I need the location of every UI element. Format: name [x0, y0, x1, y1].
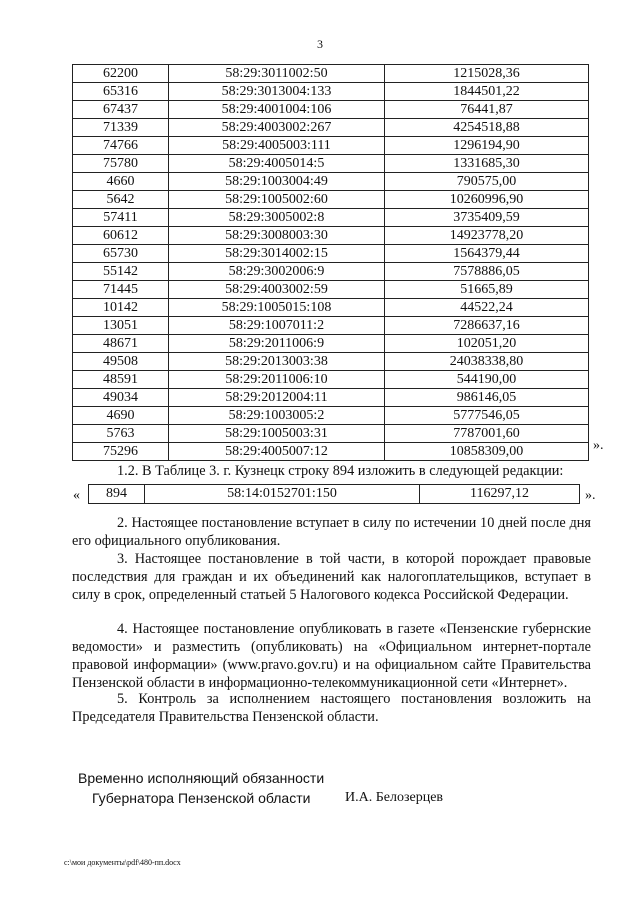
paragraph-5: 5. Контроль за исполнением настоящего постановления возложить на Председателя Правительства Пензенской области.	[72, 691, 591, 725]
table-cell: 58:29:3011002:50	[169, 65, 385, 83]
table-cell: 58:29:2011006:9	[169, 335, 385, 353]
table-row	[73, 353, 589, 371]
table-row	[73, 335, 589, 353]
table-cell: 48671	[73, 335, 169, 353]
table-cell: 75780	[73, 155, 169, 173]
table-cell: 58:29:4005003:111	[169, 137, 385, 155]
table-row	[73, 299, 589, 317]
table-cell: 5777546,05	[385, 407, 589, 425]
table-cell: 10260996,90	[385, 191, 589, 209]
table-cell: 10858309,00	[385, 443, 589, 461]
table-cell: 544190,00	[385, 371, 589, 389]
table-row	[73, 83, 589, 101]
table-cell: 1296194,90	[385, 137, 589, 155]
table-cell: 5642	[73, 191, 169, 209]
table-row	[73, 281, 589, 299]
table-cell: 7286637,16	[385, 317, 589, 335]
table-cell: 76441,87	[385, 101, 589, 119]
table-cell: 790575,00	[385, 173, 589, 191]
table-row	[73, 317, 589, 335]
table-row	[89, 485, 580, 504]
table-cell: 4690	[73, 407, 169, 425]
table-cell: 1331685,30	[385, 155, 589, 173]
signature-title-line2: Губернатора Пензенской области	[92, 790, 311, 806]
table-row	[73, 209, 589, 227]
table-cell: 58:29:3002006:9	[169, 263, 385, 281]
table-row	[73, 263, 589, 281]
table-row	[73, 389, 589, 407]
table-cell: 55142	[73, 263, 169, 281]
table-cell: 58:29:1005002:60	[169, 191, 385, 209]
table-cell: 58:29:1003005:2	[169, 407, 385, 425]
table-cell: 58:29:1005003:31	[169, 425, 385, 443]
table-cell: 1844501,22	[385, 83, 589, 101]
table-row	[73, 155, 589, 173]
table-cell: 58:29:4003002:59	[169, 281, 385, 299]
paragraph-2: 2. Настоящее постановление вступает в силу по истечении 10 дней после дня его официального опубликования.	[72, 515, 591, 549]
table-cell: 62200	[73, 65, 169, 83]
table-cell: 67437	[73, 101, 169, 119]
table-cell: 1215028,36	[385, 65, 589, 83]
table-cell: 49034	[73, 389, 169, 407]
footer-file-path: c:\мои документы\pdf\480-пп.docx	[64, 858, 181, 867]
cadastral-table	[72, 64, 589, 461]
paragraph-3: 3. Настоящее постановление в той части, в которой порождает правовые последствия для граждан и их объединений как налогоплательщиков, вступает в силу в срок, определенный статьей 5 Налогового кодекса Российской Федерации.	[72, 551, 591, 603]
table-row	[73, 101, 589, 119]
table-row	[73, 65, 589, 83]
table-cell: 58:29:2012004:11	[169, 389, 385, 407]
table-cell: 74766	[73, 137, 169, 155]
table-cell: 4254518,88	[385, 119, 589, 137]
table-close-quote: ».	[593, 438, 604, 453]
table-cell: 1564379,44	[385, 245, 589, 263]
table-row	[73, 371, 589, 389]
table-cell: 14923778,20	[385, 227, 589, 245]
table-cell: 7787001,60	[385, 425, 589, 443]
table-cell: 65316	[73, 83, 169, 101]
row-894-close-quote: ».	[585, 488, 596, 503]
table-cell: 58:29:3008003:30	[169, 227, 385, 245]
table-cell: 58:29:4001004:106	[169, 101, 385, 119]
table-cell: 58:29:1003004:49	[169, 173, 385, 191]
table-row	[73, 137, 589, 155]
table-cell: 58:29:1005015:108	[169, 299, 385, 317]
table-cell: 75296	[73, 443, 169, 461]
table-cell: 58:29:1007011:2	[169, 317, 385, 335]
table-cell: 60612	[73, 227, 169, 245]
table-cell: 58:29:2013003:38	[169, 353, 385, 371]
table-cell: 58:29:4003002:267	[169, 119, 385, 137]
signature-title-line1: Временно исполняющий обязанности	[78, 770, 325, 786]
table-cell: 58:29:3005002:8	[169, 209, 385, 227]
table-row	[73, 407, 589, 425]
table-row	[73, 227, 589, 245]
table-cell: 65730	[73, 245, 169, 263]
table-row	[73, 425, 589, 443]
table-cell: 13051	[73, 317, 169, 335]
table-cell: 58:29:3014002:15	[169, 245, 385, 263]
signature-name: И.А. Белозерцев	[345, 790, 444, 805]
table-row	[73, 119, 589, 137]
table-cell: 986146,05	[385, 389, 589, 407]
table-cell: 48591	[73, 371, 169, 389]
table-cell: 7578886,05	[385, 263, 589, 281]
table-cell: 3735409,59	[385, 209, 589, 227]
table-cell: 49508	[73, 353, 169, 371]
table-cell: 24038338,80	[385, 353, 589, 371]
table-cell: 58:14:0152701:150	[145, 485, 420, 504]
table-cell: 71339	[73, 119, 169, 137]
page-number: 3	[317, 37, 323, 51]
table-cell: 58:29:2011006:10	[169, 371, 385, 389]
table-cell: 4660	[73, 173, 169, 191]
table-cell: 57411	[73, 209, 169, 227]
table-cell: 58:29:4005014:5	[169, 155, 385, 173]
table-cell: 10142	[73, 299, 169, 317]
table-cell: 44522,24	[385, 299, 589, 317]
table-row	[73, 191, 589, 209]
table-cell: 51665,89	[385, 281, 589, 299]
row-894-table	[88, 484, 580, 504]
table-row	[73, 245, 589, 263]
table-cell: 102051,20	[385, 335, 589, 353]
table-row	[73, 173, 589, 191]
table-cell: 71445	[73, 281, 169, 299]
table-cell: 5763	[73, 425, 169, 443]
table-row	[73, 443, 589, 461]
paragraph-1-2: 1.2. В Таблице 3. г. Кузнецк строку 894 изложить в следующей редакции:	[117, 463, 564, 479]
row-894-open-quote: «	[73, 488, 80, 503]
table-cell: 894	[89, 485, 145, 504]
table-cell: 58:29:3013004:133	[169, 83, 385, 101]
table-cell: 116297,12	[420, 485, 580, 504]
paragraph-4: 4. Настоящее постановление опубликовать в газете «Пензенские губернские ведомости» и разместить (опубликовать) на «Официальном интернет-портале правовой информации» (www.pravo.gov.ru) и на официальном сайте Правительства Пензенской области в информационно-телекоммуникационной сети «Интернет».	[72, 621, 591, 691]
table-cell: 58:29:4005007:12	[169, 443, 385, 461]
